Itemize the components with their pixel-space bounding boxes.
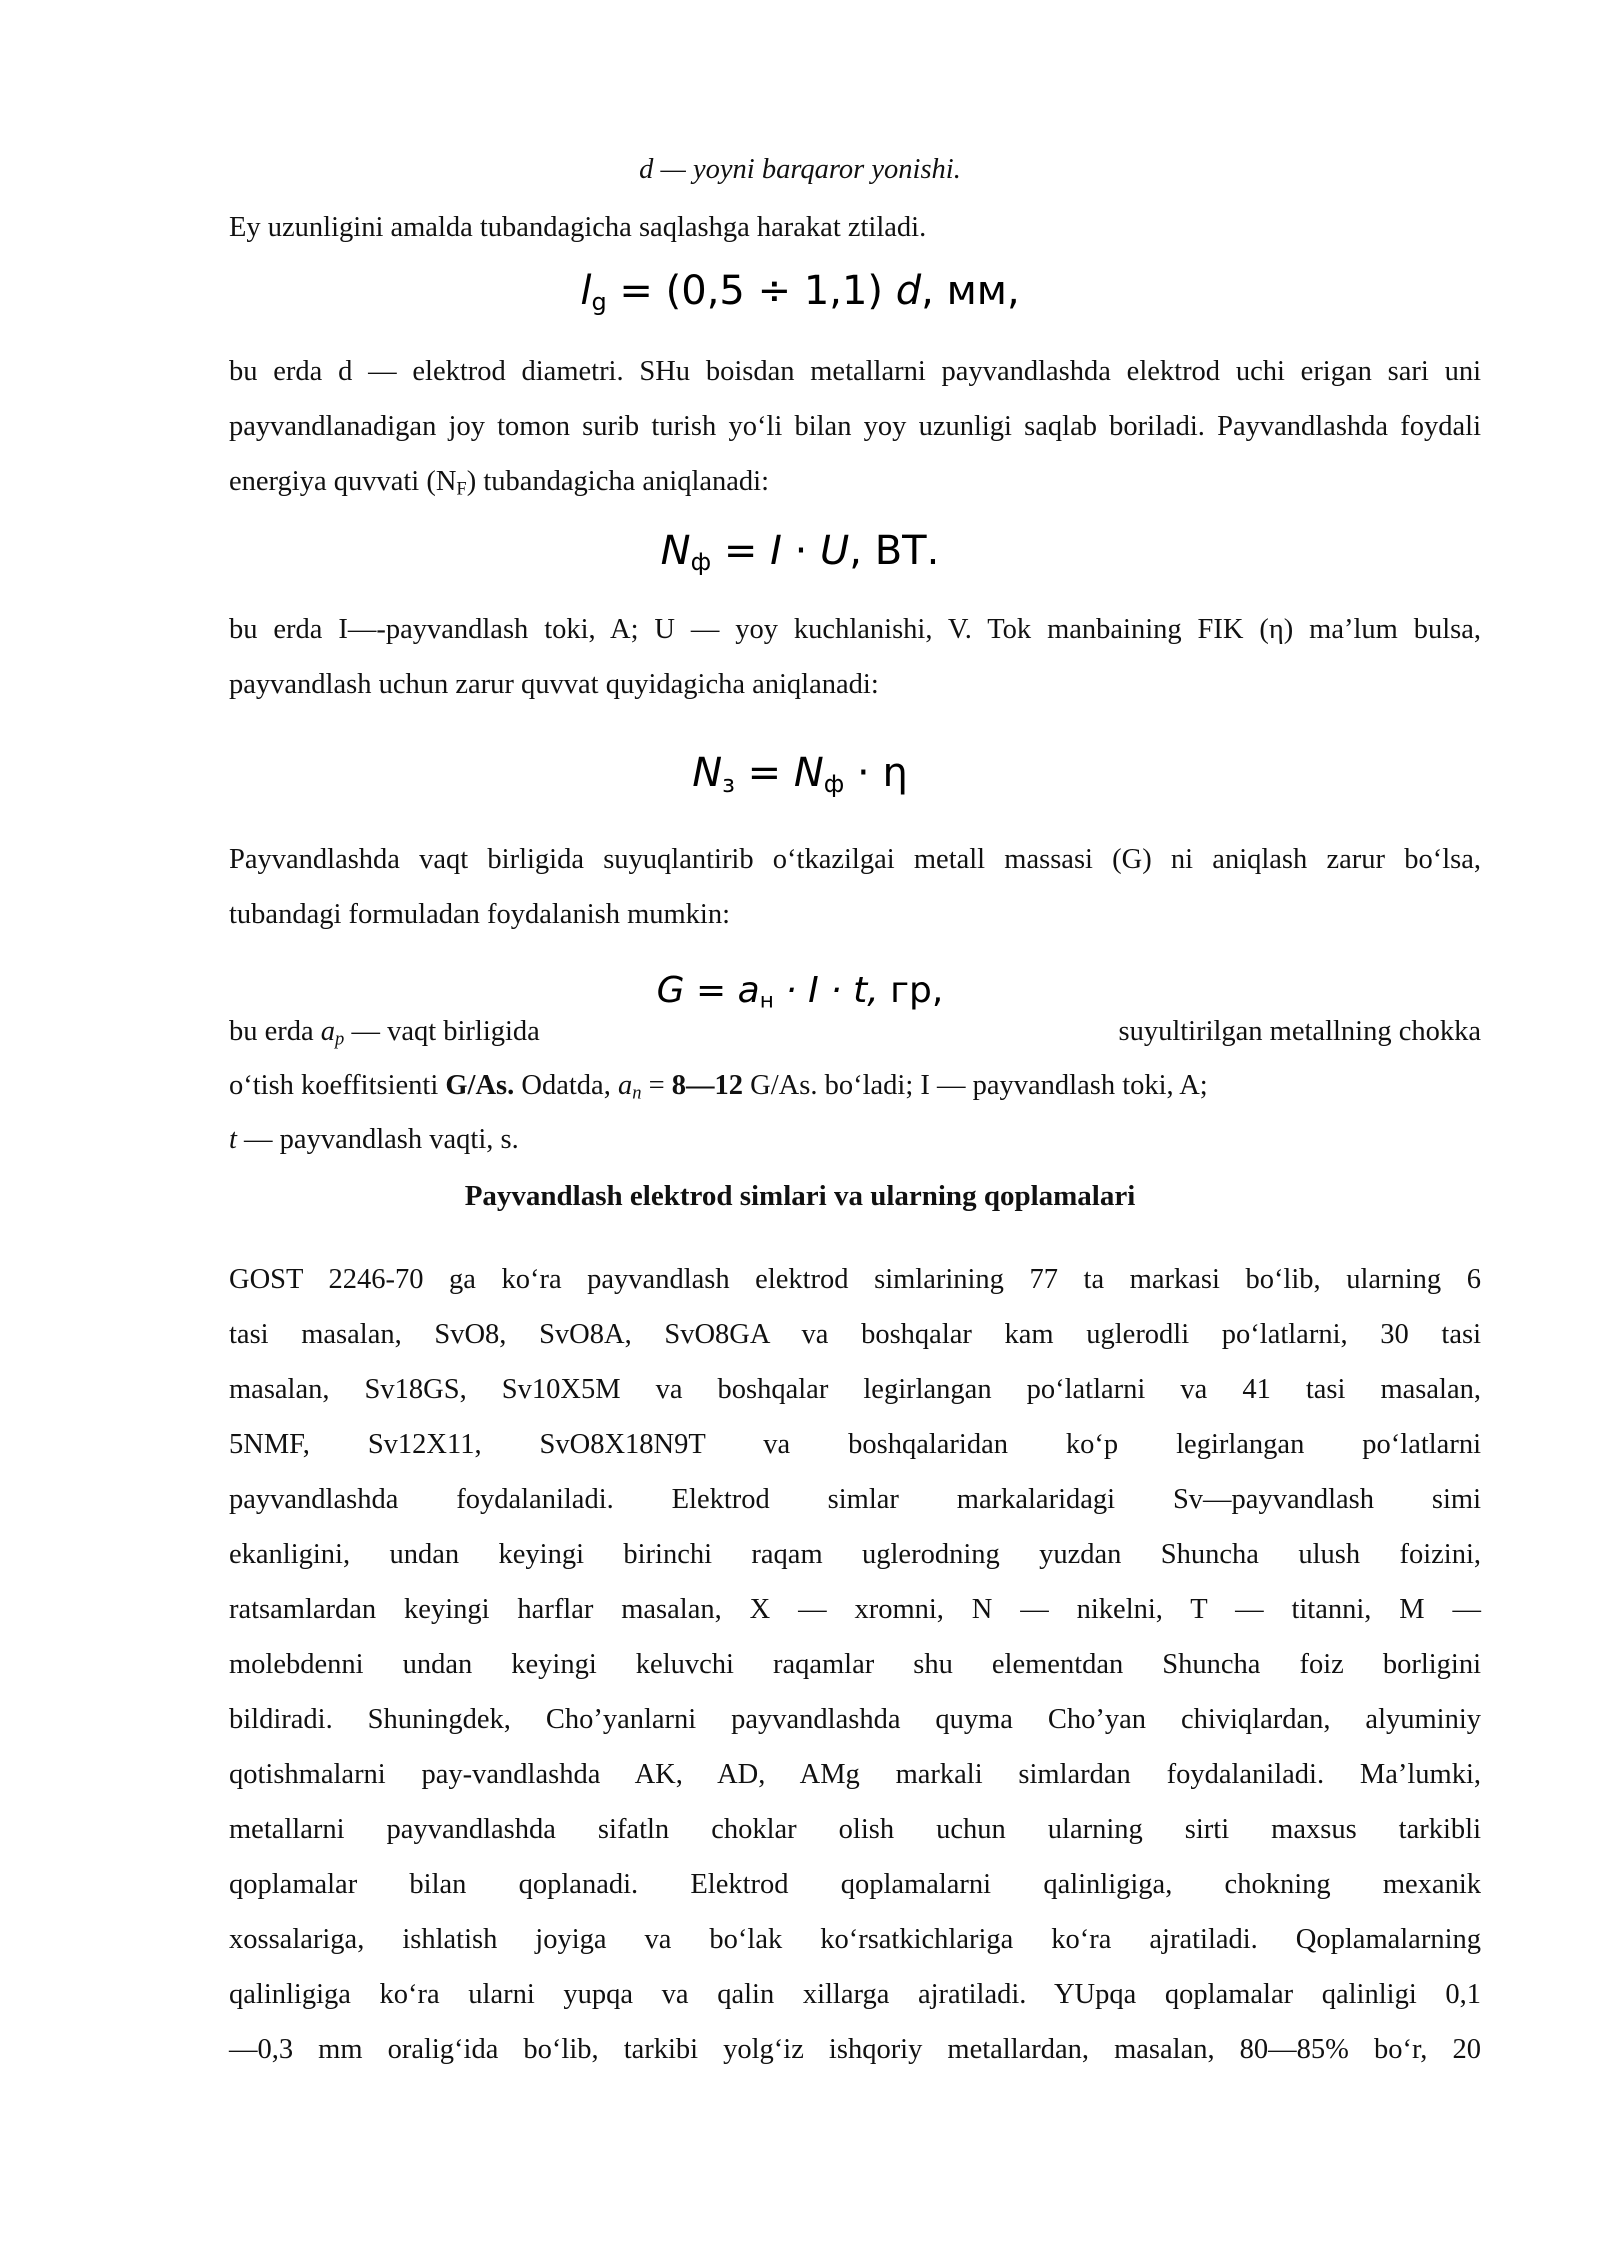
paragraph-line-right: suyultirilgan metallning chokka: [1118, 1016, 1481, 1047]
body-line: tasi masalan, SvO8, SvO8A, SvO8GA va boshqalar kam uglerodli po‘latlarni, 30 tasi: [229, 1319, 1481, 1350]
var-a: a: [617, 1070, 633, 1101]
paragraph-line: [229, 462, 1481, 510]
body-line: masalan, Sv18GS, Sv10X5M va boshqalar legirlangan po‘latlarni va 41 tasi masalan,: [229, 1374, 1481, 1405]
paragraph-arc-length: Ey uzunligini amalda tubandagicha saqlashga harakat ztiladi.: [229, 212, 927, 243]
formula1-rhs: = (0,5 ÷ 1,1): [619, 268, 884, 314]
var-t: t: [229, 1124, 237, 1155]
formula2-dot: ·: [781, 528, 821, 574]
subscript-f: F: [456, 478, 467, 500]
body-line: GOST 2246-70 ga ko‘ra payvandlash elektrod simlarining 77 ta markasi bo‘lib, ularning 6: [229, 1264, 1481, 1295]
body-line: qalinligiga ko‘ra ularni yupqa va qalin xillarga ajratiladi. YUpqa qoplamalar qalinligi 0,1: [229, 1979, 1481, 2010]
formula-mass: [0, 970, 1600, 1013]
text-run: — payvandlash vaqti, s.: [236, 1124, 519, 1155]
text-run: o‘tish koeffitsienti: [229, 1070, 446, 1101]
formula1-var: d: [895, 268, 922, 314]
range-bold: 8—12: [671, 1070, 744, 1101]
body-line: bildiradi. Shuningdek, Cho’yanlarni payvandlashda quyma Cho’yan chiviqlardan, alyuminiy: [229, 1704, 1481, 1735]
paragraph-line: payvandlash uchun zarur quvvat quyidagicha aniqlanadi:: [229, 669, 879, 700]
body-line: molebdenni undan keyingi keluvchi raqamlar shu elementdan Shuncha foiz borligini: [229, 1649, 1481, 1680]
body-line: xossalariga, ishlatish joyiga va bo‘lak ko‘rsatkichlariga ko‘ra ajratiladi. Qoplamalarning: [229, 1924, 1481, 1955]
formula1-symbol: l: [580, 268, 592, 314]
formula-arc-length: [0, 268, 1600, 316]
formula4-rest: · I · t,: [773, 970, 879, 1011]
formula3-eq: =: [734, 750, 794, 796]
formula2-symbol: N: [660, 528, 691, 574]
formula3-rest: · η: [844, 750, 908, 796]
formula3-symbol: N: [692, 750, 723, 796]
body-line: payvandlashda foydalaniladi. Elektrod simlar markalaridagi Sv—payvandlash simi: [229, 1484, 1481, 1515]
formula1-unit: , мм,: [921, 268, 1020, 314]
formula2-eq: =: [711, 528, 771, 574]
formula4-eq: =: [684, 970, 738, 1011]
unit-bold: G/As.: [445, 1070, 515, 1101]
text-run: ) tubandagicha aniqlanadi:: [466, 466, 770, 497]
body-line: 5NMF, Sv12X11, SvO8X18N9T va boshqalaridan ko‘p legirlangan po‘latlarni: [229, 1429, 1481, 1460]
paragraph-line: [229, 1120, 1481, 1160]
paragraph-line: bu erda d — elektrod diametri. SHu boisdan metallarni payvandlashda elektrod uchi erigan sari uni: [229, 356, 1481, 387]
subscript-n: n: [632, 1082, 642, 1104]
formula-required-power: [0, 750, 1600, 798]
formula3-sub2: ф: [823, 770, 845, 798]
paragraph-line: bu erda I—-payvandlash toki, A; U — yoy kuchlanishi, V. Tok manbaining FIK (η) ma’lum bulsa,: [229, 614, 1481, 645]
formula4-sub: н: [759, 988, 774, 1014]
formula4-a: a: [737, 970, 760, 1011]
body-line: ekanligini, undan keyingi birinchi raqam uglerodning yuzdan Shuncha ulush foizini,: [229, 1539, 1481, 1570]
text-run: bu erda: [229, 1016, 321, 1047]
text-run: — vaqt birligida: [344, 1016, 540, 1047]
paragraph-line: payvandlanadigan joy tomon surib turish yo‘li bilan yoy uzunligi saqlab boriladi. Payvandlashda foydali: [229, 411, 1481, 442]
formula1-sub: g: [591, 288, 607, 316]
body-line: —0,3 mm oralig‘ida bo‘lib, tarkibi yolg‘iz ishqoriy metallardan, masalan, 80—85% bo‘r, 20: [229, 2034, 1481, 2065]
text-run: energiya quvvati (N: [229, 466, 457, 497]
paragraph-line: Payvandlashda vaqt birligida suyuqlantirib o‘tkazilgai metall massasi (G) ni aniqlash zarur bo‘lsa,: [229, 844, 1481, 875]
text-run: G/As. bo‘ladi; I — payvandlash toki, A;: [743, 1070, 1208, 1101]
formula2-a: I: [770, 528, 782, 574]
text-run: =: [641, 1070, 672, 1101]
formula2-sub: ф: [690, 548, 712, 576]
body-line: qotishmalarni pay-vandlashda AK, AD, AMg markali simlardan foydalaniladi. Ma’lumki,: [229, 1759, 1481, 1790]
body-line: qoplamalar bilan qoplanadi. Elektrod qoplamalarni qalinligiga, chokning mexanik: [229, 1869, 1481, 1900]
paragraph-line-left: [229, 1012, 649, 1060]
formula4-unit: гр,: [878, 970, 944, 1011]
body-line: metallarni payvandlashda sifatln choklar olish uchun ularning sirti maxsus tarkibli: [229, 1814, 1481, 1845]
text-run: Odatda,: [514, 1070, 618, 1101]
formula2-b: U: [820, 528, 850, 574]
var-a: a: [320, 1016, 336, 1047]
paragraph-line: tubandagi formuladan foydalanish mumkin:: [229, 899, 731, 930]
section-heading: Payvandlash elektrod simlari va ularning qoplamalari: [464, 1180, 1136, 1212]
formula2-unit: , ВТ.: [849, 528, 940, 574]
caption-d: d — yoyni barqaror yonishi.: [639, 154, 961, 185]
formula3-sub: з: [722, 770, 735, 798]
formula-power: [0, 528, 1600, 576]
paragraph-line: [229, 1066, 1481, 1114]
formula4-lhs: G: [656, 970, 685, 1011]
subscript-p: p: [335, 1028, 345, 1050]
formula3-symbol2: N: [793, 750, 824, 796]
body-line: ratsamlardan keyingi harflar masalan, X — xromni, N — nikelni, T — titanni, M —: [229, 1594, 1481, 1625]
